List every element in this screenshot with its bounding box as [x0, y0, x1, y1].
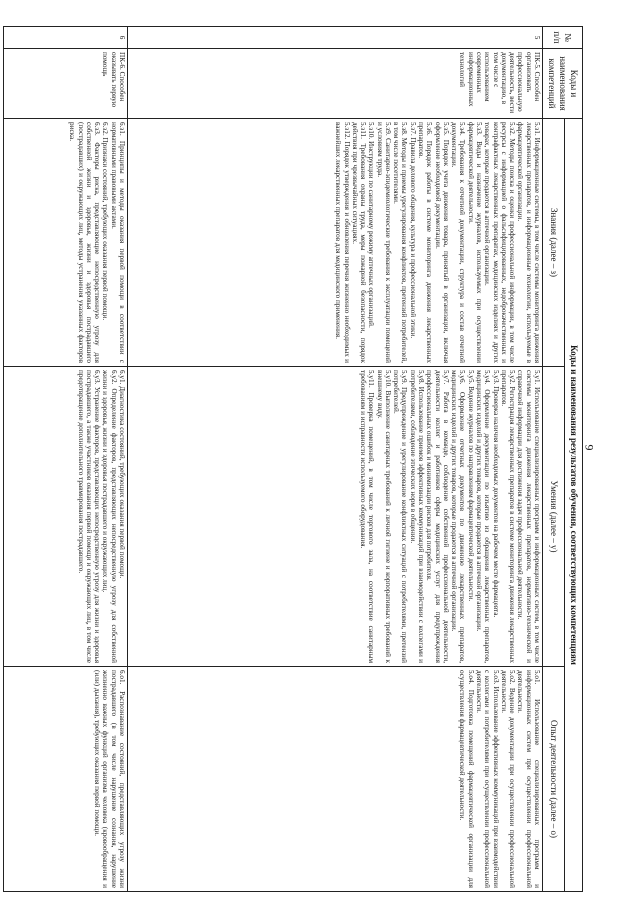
list-item: 5.з2. Методы поиска и оценки профессиональной информации, в том числе ресурсы с информацией о фальсифицированных, недоброкачественных и контрафактных лекарственных препаратах, медицинских изделиях и других товарах, которые продаются в аптечной организации. — [483, 122, 517, 363]
row-num: 5 — [128, 27, 543, 49]
list-item: 5.з4. Требования к отчетной документации, структура и состав отчетной документации. — [450, 122, 467, 363]
list-item: 5.з10. Инструкции по санитарному режиму аптечных организаций. — [367, 122, 376, 328]
list-item: 6.у1. Диагностика состояний, требующих оказания первой помощи. — [118, 370, 126, 579]
table-subheader-row — [543, 27, 565, 892]
opyt-cell — [128, 667, 543, 892]
competency-name: ПК-6. Способен оказывать первую помощь — [4, 49, 128, 119]
list-item: 5.о4. Подготовка помещений фармацевтической организации для осуществления фармацевтической деятельности. — [458, 670, 475, 888]
list-item: 5.з11. Требования охраны труда, меры пожарной безопасности, порядок действия при чрезвычайных ситуациях. — [350, 122, 368, 363]
umeniya-cell — [128, 367, 543, 667]
list-item: 5.у2. Регистрация лекарственных препаратов в системе мониторинга движения лекарственных препаратов. — [499, 370, 517, 663]
list-item: 6.о1. Распознавание состояний, представляющих угрозу жизни пострадавшего (в том числе нарушение сознания, нарушение жизненно важных функций организма человека (кровообращения и (или) дыхания), требующих оказания первой помощи. — [93, 670, 126, 888]
list-item: 5.у3. Проверка наличия необходимых документов на рабочем месте фармацевта. — [491, 370, 500, 618]
list-item: 6.з1. Принципы и методы оказания первой помощи в соответствии с нормативными правовыми актами. — [109, 122, 126, 363]
list-item: 5.у10. Выполнение санитарных требований к личной гигиене и корпоративных требований к внешнему виду. — [375, 370, 392, 663]
list-item: 5.у4. Оформление документации по изъятию из обращения лекарственных препаратов, медицинских изделий и других товаров, которые продаются в аптечной организации. — [475, 370, 492, 663]
list-item: 5.у1. Использование специализированных программ и информационных систем, в том числе системы мониторинга движения лекарственных препаратов, нормативно-технической и справочной информации для достижения задач профессиональной деятельности. — [516, 370, 541, 663]
header-umeniya: Умения (далее – у) — [543, 367, 565, 667]
competency-name: ПК-5. Способен организовать профессиональную деятельность, вести документацию, в том числе с использованием современных информационных технологий — [128, 49, 543, 119]
rotated-page — [3, 26, 583, 892]
header-num: № п/п — [543, 27, 583, 49]
znaniya-cell — [4, 119, 128, 367]
list-item: 5.у5. Ведение журналов по направлениям фармацевтической деятельности. — [466, 370, 475, 602]
table-row — [4, 27, 128, 892]
opyt-cell — [4, 667, 128, 892]
list-item: 5.у6. Оформление отчетных документов по движению лекарственных препаратов, медицинских изделий и других товаров, которые продаются в аптечной организации. — [450, 370, 467, 663]
list-item: 5.о3. Использование эффективных коммуникаций при взаимодействии с коллегами и потребителями при осуществлении профессиональной деятельности. — [475, 670, 500, 888]
list-item: 5.у11. Проверка помещений, в том числе торгового зала, на соответствие санитарным требованиям и исправности используемого оборудования. — [359, 370, 376, 663]
list-item: 5.у9. Предупреждение и урегулирование конфликтных ситуаций с потребителями, претензий потребителей. — [392, 370, 409, 663]
znaniya-cell — [128, 119, 543, 367]
list-item: 5.з1. Информационные системы, в том числе системы мониторинга движения лекарственных препаратов, и информационные технологии, используемые в фармацевтической организации. — [516, 122, 541, 363]
list-item: 5.з3. Виды и назначение журналов, используемых при осуществлении фармацевтической деятельности. — [466, 122, 484, 363]
competency-table — [3, 26, 583, 892]
header-codes: Коды и наименования компетенций — [543, 49, 583, 119]
list-item: 6.з3. Факторы риска, представляющие непосредственную угрозу для собственной жизни и здоровья, жизни и здоровья пострадавшего (пострадавших) и окружающих лиц, методы устранения указанных факторов риска. — [68, 122, 102, 363]
list-item: 5.у7. Работа в команде, соблюдение собственной профессиональной деятельности, деятельности коллег и работников сферы медицинских услуг для предупреждения профессиональных ошибок и минимизации рисков для потребителя. — [425, 370, 450, 663]
list-item: 6.у3. Устранение факторов, представляющих непосредственную угрозу для жизни и здоровья пострадавшего, а также участников оказания первой помощи и окружающих лиц, в том числе предотвращение дополнительного травмирования пострадавшего. — [76, 370, 102, 663]
list-item: 5.з5. Порядок учета движения товара, принятый в организации, включая оформление необходимой документации. — [433, 122, 450, 363]
list-item: 5.з9. Санитарно-эпидемиологические требования к эксплуатации помещений и условиям труда. — [375, 122, 392, 363]
header-znaniya: Знания (далее – з) — [543, 119, 565, 367]
list-item: 5.з8. Методы и приемы урегулирования конфликтов, претензий потребителей, в том числе посетителями. — [392, 122, 409, 363]
list-item: 5.з6. Порядок работы в системе мониторинга движения лекарственных препаратов. — [417, 122, 434, 363]
table-row — [128, 27, 543, 892]
table-header-row — [565, 27, 583, 892]
list-item: 6.з2. Признаки состояний, требующих оказания первой помощи. — [101, 122, 110, 321]
list-item: 5.о1. Использование специализированных программ и информационных систем при осуществлении профессиональной деятельности. — [516, 670, 541, 888]
header-opyt: Опыт деятельности (далее – о) — [543, 667, 565, 892]
list-item: 6.у2. Определение факторов, представляющих непосредственную угрозу для собственной жизни и здоровья, жизни и здоровья пострадавшего и окружающих лиц. — [101, 370, 118, 663]
list-item: 5.о2. Ведение документации при осуществлении профессиональной деятельности. — [499, 670, 517, 888]
row-num: 6 — [4, 27, 128, 49]
umeniya-cell — [4, 367, 128, 667]
page-number: 9 — [582, 444, 597, 451]
list-item: 5.з12. Порядок утверждения и обновления перечня жизненно необходимых и важнейших лекарственных препаратов для медицинского применения. — [334, 122, 351, 363]
header-group: Коды и наименования результатов обучения, соответствующих компетенциям — [565, 119, 583, 892]
list-item: 5.у8. Использование приемов эффективных коммуникаций при взаимодействии с коллегами и потребителями, соблюдение этических норм в общении. — [408, 370, 426, 663]
list-item: 5.з7. Правила делового общения, культура и профессиональной этики. — [408, 122, 417, 339]
